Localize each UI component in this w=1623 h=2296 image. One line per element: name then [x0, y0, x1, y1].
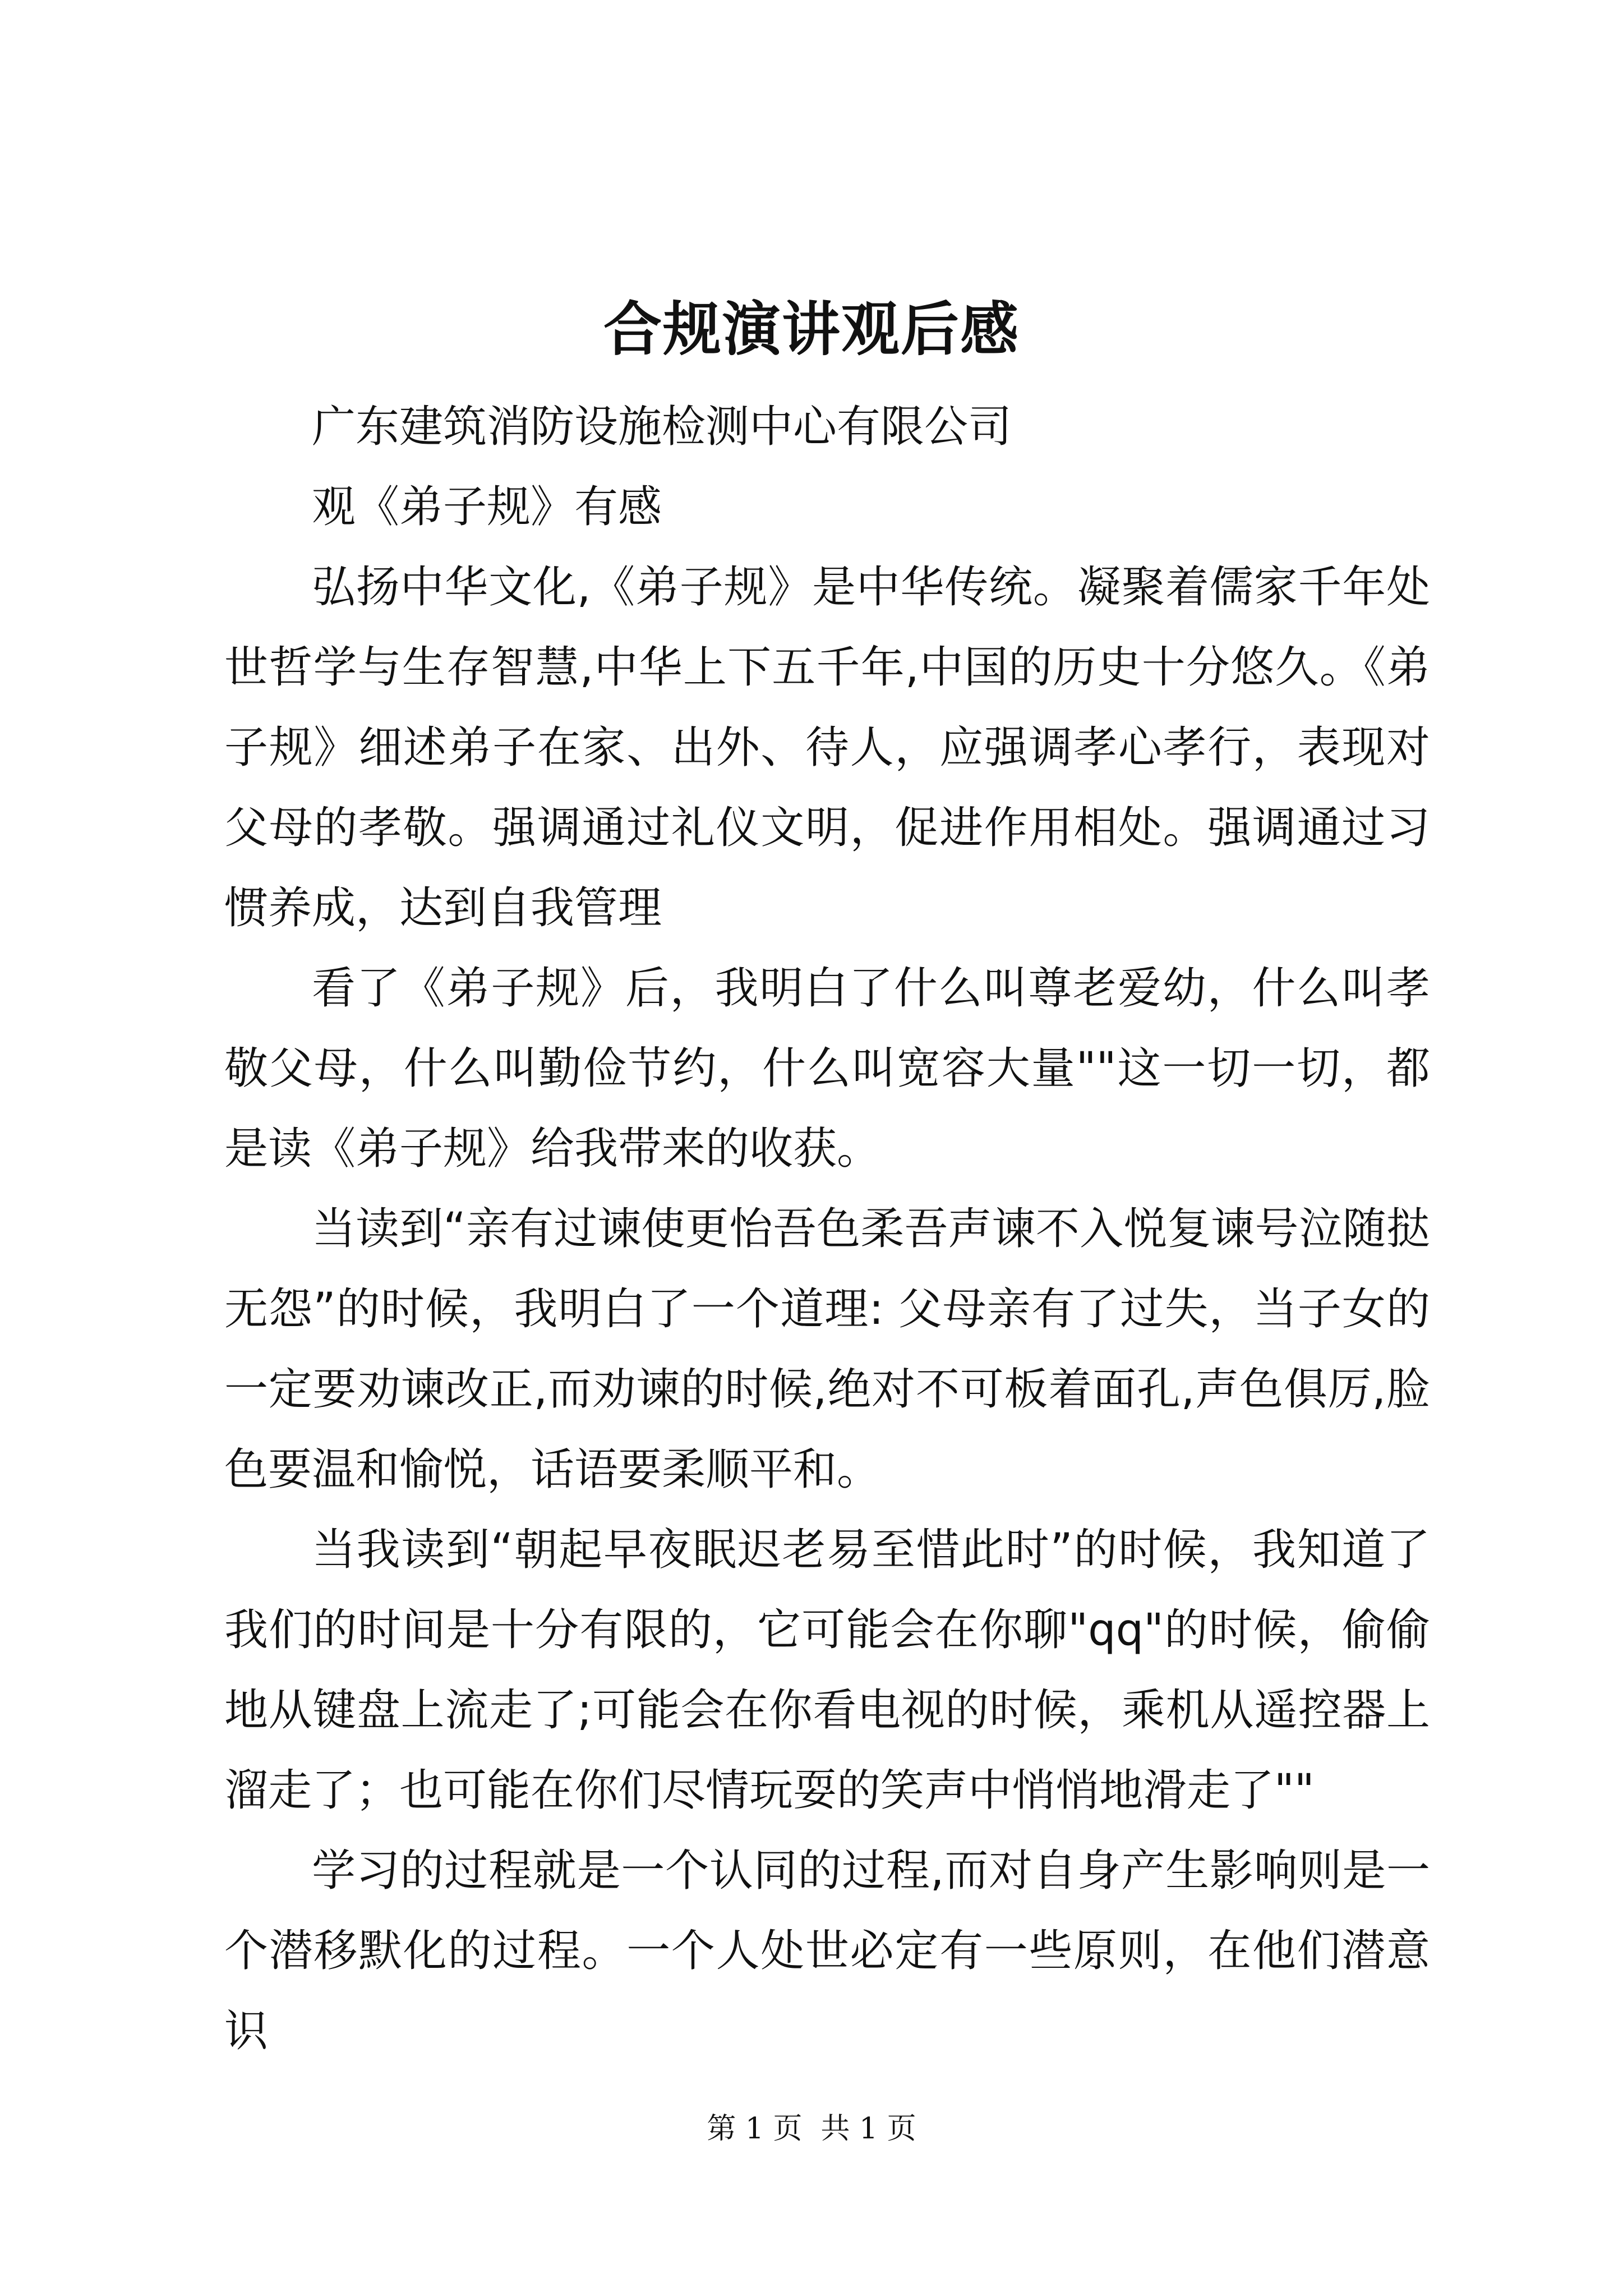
- paragraph-body: 弘扬中华文化,《弟子规》是中华传统。凝聚着儒家千年处世哲学与生存智慧,中华上下五千年,中国的历史十分悠久。《弟子规》细述弟子在家、出外、待人，应强调孝心孝行，表现对父母的孝敬。强调通过礼仪文明，促进作用相处。强调通过习惯养成，达到自我管理: [224, 562, 1430, 933]
- paragraph-company: 广东建筑消防设施检测中心有限公司: [312, 402, 1012, 452]
- paragraph-subtitle: 观《弟子规》有感: [312, 482, 662, 532]
- document-title: 合规演讲观后感: [603, 295, 1020, 364]
- paragraph-body: 当我读到“朝起早夜眠迟老易至惜此时”的时候，我知道了我们的时间是十分有限的，它可能会在你聊"qq"的时候，偷偷地从键盘上流走了;可能会在你看电视的时候，乘机从遥控器上溜走了；也可能在你们尽情玩耍的笑声中悄悄地滑走了"": [224, 1525, 1430, 1816]
- paragraph-body: 学习的过程就是一个认同的过程,而对自身产生影响则是一个潜移默化的过程。一个人处世必定有一些原则，在他们潜意识: [224, 1846, 1430, 2056]
- page-number-label: 第 1 页 共 1 页: [707, 2112, 916, 2146]
- paragraph-body: 当读到“亲有过谏使更怡吾色柔吾声谏不入悦复谏号泣随挞无怨”的时候，我明白了一个道理: 父母亲有了过失，当子女的一定要劝谏改正,而劝谏的时候,绝对不可板着面孔,声色俱厉,脸色要温和愉悦，话语要柔顺平和。: [224, 1204, 1430, 1495]
- document-body: [224, 387, 1430, 2072]
- page-footer: [0, 2109, 1623, 2148]
- paragraph-body: 看了《弟子规》后，我明白了什么叫尊老爱幼，什么叫孝敬父母，什么叫勤俭节约，什么叫宽容大量""这一切一切，都是读《弟子规》给我带来的收获。: [224, 963, 1430, 1174]
